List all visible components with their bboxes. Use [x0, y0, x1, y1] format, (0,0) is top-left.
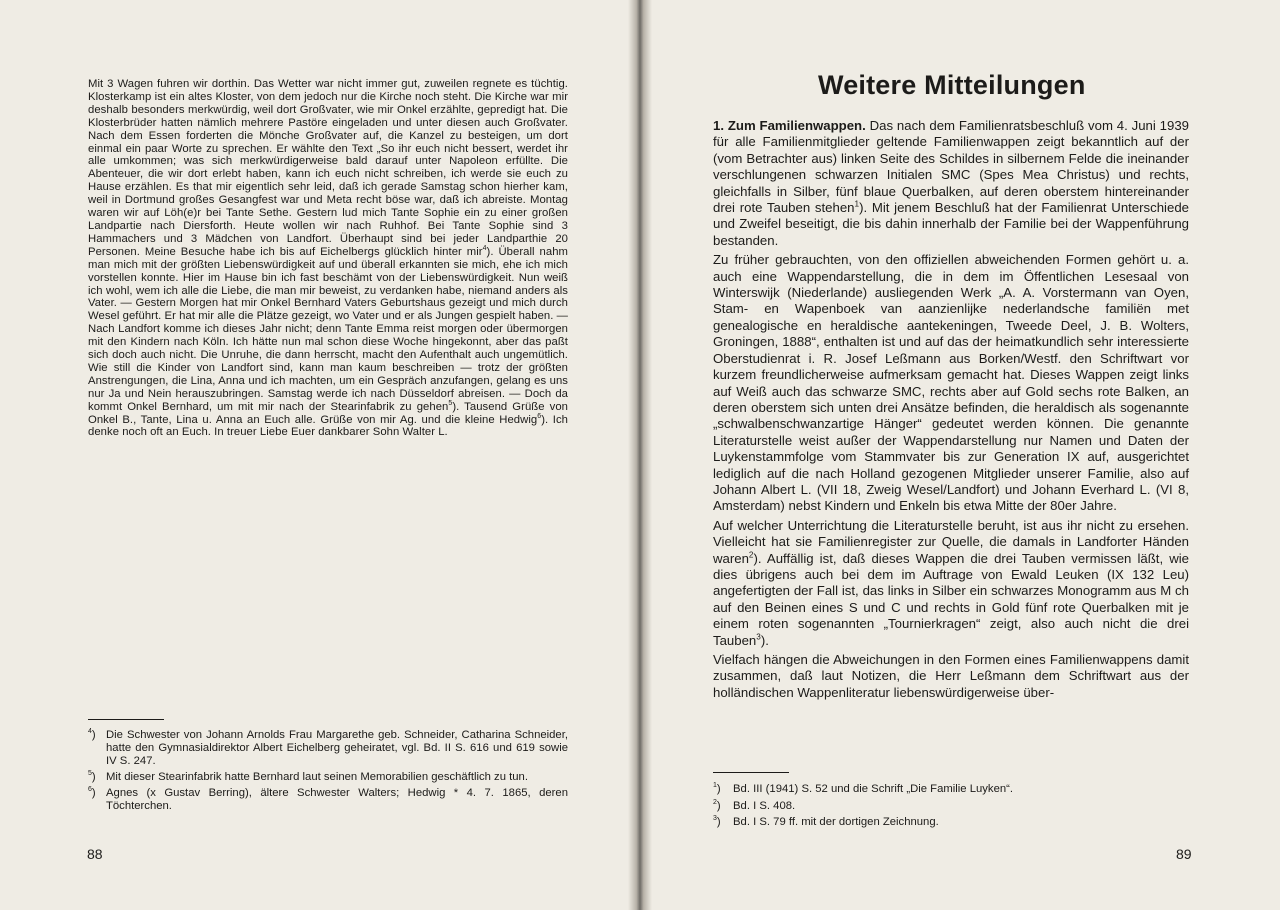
book-gutter [628, 0, 652, 910]
paragraph-4: Vielfach hängen die Abweichungen in den Formen eines Familienwappens damit zusammen, daß laut Notizen, die Herr Leßmann dem Schriftwart aus der holländischen Wappenliteratur liebenswürdigerweise über- [713, 652, 1189, 700]
footnote-number: $^6$) [88, 786, 96, 799]
footnote-number: $^1$) [713, 782, 721, 795]
letter-paragraph: Mit 3 Wagen fuhren wir dorthin. Das Wetter war nicht immer gut, zuweilen regnete es tüchtig. Klosterkamp ist ein altes Kloster, von dem jedoch nur die Kirche noch steht. Die Kirche war mir deshalb besonders merkwürdig, weil dort Großvater, wie mir Onkel erzählte, gepredigt hat. Die Klosterbrüder hatten nämlich mehrere Pastöre eingeladen und unter diesen auch Großvater. Nach dem Essen forderten die Mönche Großvater auf, die Kanzel zu besteigen, um dort einmal ein paar Worte zu sprechen. Er wählte den Text „So ihr euch nicht bessert, werdet ihr alle umkommen; was sich merkwürdigerweise bald darauf unter Napoleon erfüllte. Die Abenteuer, die wir dort erlebt haben, kann ich euch nicht schreiben, ich werde sie euch zu Hause erzählen. Es that mir eigentlich sehr leid, daß ich gerade Samstag schon hierher kam, weil in Dortmund großes Gesangfest war und Meta recht böse war, daß ich abreiste. Montag waren wir auf Löh(e)r bei Tante Sethe. Gestern lud mich Tante Sophie ein zu einer großen Landpartie nach Diersforth. Heute wollen wir nach Ruhhof. Bei Tante Sophie sind 3 Hammachers und 3 Mädchen von Landfort. Überhaupt sind bei jeder Landparthie 20 Personen. Meine Besuche habe ich bis auf Eichelbergs glücklich hinter mir$^4$). Überall nahm man mich mit der größten Liebenswürdigkeit auf und überall erkannten sie mich, ehe ich mich vorstellen konnte. Hier im Hause bin ich fast beschämt von der Liebenswürdigkeit. Nun weiß ich wohl, wem ich alle die Liebe, die man mir beweist, zu verdanken habe, niemand anders als Vater. — Gestern Morgen hat mir Onkel Bernhard Vaters Geburtshaus gezeigt und mich durch Wesel geführt. Er hat mir alle die Plätze gezeigt, wo Vater und er als Jungen gespielt haben. — Nach Landfort komme ich dieses Jahr nicht; denn Tante Emma reist morgen oder übermorgen mit den Kindern nach Köln. Ich hätte nun mal schon diese Woche hingekonnt, aber das paßt sich doch auch nicht. Die Unruhe, die dann herrscht, macht den Aufenthalt auch ungemütlich. Wie still die Kinder von Landfort sind, kann man kaum beschreiben — trotz der größten Anstrengungen, die Lina, Anna und ich machten, um ein Gespräch anzufangen, gelang es uns nur Ja und Nein herauszubringen. Samstag werde ich nach Düsseldorf abreisen. — Doch da kommt Onkel Bernhard, um mit mir nach der Stearinfabrik zu gehen$^5$). Tausend Grüße von Onkel B., Tante, Lina u. Anna an Euch alle. Grüße von mir Ag. und die kleine Hedwig$^6$). Ich denke noch oft an Euch. In treuer Liebe Euer dankbarer Sohn Walter L. [88, 78, 568, 439]
footnote-text: Bd. I S. 79 ff. mit der dortigen Zeichnung. [733, 816, 939, 828]
paragraph-2: Zu früher gebrauchten, von den offiziellen abweichenden Formen gehört u. a. auch eine Wappendarstellung, die in dem im Öffentlichen Lesesaal von Winterswijk (Niederlande) ausliegenden Werk „A. A. Vorstermann van Oyen, Stam- en Wapenboek van aanzienlijke nederlandsche familiën met genealogische en heraldische aantekeningen, Tweede Deel, J. B. Wolters, Groningen, 1888“, enthalten ist und auf das der heimatkundlich sehr interessierte Oberstudienrat i. R. Josef Leßmann aus Borken/Westf. den Schriftwart vor kurzem freundlicherweise aufmerksam gemacht hat. Dieses Wappen zeigt links auf Weiß auch das schwarze SMC, rechts aber auf Gold sechs rote Balken, an deren oberstem sich unten drei Ansätze befinden, die heraldisch als sogenannte „schwalbenschwanzartige Hänger“ gedeutet werden können. Die genannte Literaturstelle weist außer der Wappendarstellung nur Namen und Daten der Luykenstammfolge vom Stammvater bis zur Generation IX auf, ausgerichtet lediglich auf die nach Holland gezogenen Mitglieder unserer Familie, also auf Johann Albert L. (VII 18, Zweig Wesel/Landfort) und Johann Everhard L. (VI 8, Amsterdam) nebst Kindern und Enkeln bis etwa Mitte der 80er Jahre. [713, 252, 1189, 514]
footnote [713, 814, 1189, 831]
letter-text-part: . Überall nahm man mich mit der größten Liebenswürdigkeit auf und überall erkannten sie mich, ehe ich mich vorstellen konnte. Hier im Hause bin ich fast beschämt von der Liebenswürdigkeit. Nun weiß ich wohl, wem ich alle die Liebe, die man mir beweist, zu verdanken habe, niemand anders als Vater. — Gestern Morgen hat mir Onkel Bernhard Vaters Geburtshaus gezeigt und mich durch Wesel geführt. Er hat mir alle die Plätze gezeigt, wo Vater und er als Jungen gespielt haben. — Nach Landfort komme ich dieses Jahr nicht; denn Tante Emma reist morgen oder übermorgen mit den Kindern nach Köln. Ich hätte nun mal schon diese Woche hingekonnt, aber das paßt sich doch auch nicht. Die Unruhe, die dann herrscht, macht den Aufenthalt auch ungemütlich. Wie still die Kinder von Landfort sind, kann man kaum beschreiben — trotz der größten Anstrengungen, die Lina, Anna und ich machten, um ein Gespräch anzufangen, gelang es uns nur Ja und Nein herauszubringen. Samstag werde ich nach Düsseldorf abreisen. — Doch da kommt Onkel Bernhard, um mit mir nach der Stearinfabrik zu gehen [88, 245, 568, 413]
footnote-mark: 5 [448, 399, 453, 407]
footnote-mark: 3 [756, 632, 761, 642]
footnote-mark: 4 [482, 245, 487, 253]
page-number-left: 88 [87, 846, 103, 862]
footnote-number: $^5$) [88, 770, 96, 783]
footnotes-right [713, 781, 1189, 831]
footnote [88, 787, 568, 813]
paragraph-3: Auf welcher Unterrichtung die Literaturstelle beruht, ist aus ihr nicht zu ersehen. Vielleicht hat sie Familienregister zur Quelle, die damals in Landforter Händen waren$^2$). Auffällig ist, daß dieses Wappen die drei Tauben vermissen läßt, wie dies übrigens auch bei dem im Auftrage von Ewald Leuken (IX 132 Leu) angefertigten der Fall ist, das links in Silber ein schwarzes Monogramm aus M ch auf den Beinen eines S und C und rechts in Gold fünf rote Querbalken mit je einem roten sogenannten „Tournierkragen“ zeigt, also auch nicht die drei Tauben$^3$). [713, 517, 1189, 648]
section-heading: 1. Zum Familienwappen. [713, 118, 866, 133]
letter-text [88, 78, 568, 439]
footnote-text: Mit dieser Stearinfabrik hatte Bernhard laut seinen Memorabilien geschäftlich zu tun. [106, 771, 528, 783]
article-text [713, 118, 1189, 704]
page-number-right: 89 [1176, 846, 1192, 862]
paragraph-1: 1. Zum Familienwappen. Das nach dem Familienratsbeschluß vom 4. Juni 1939 für alle Familienmitglieder geltende Familienwappen zeigt bekanntlich auf der (vom Betrachter aus) linken Seite des Schildes in silbernem Felde die ineinander verschlungenen schwarzen Initialen SMC (Spes Mea Christus) und rechts, gleichfalls in Silber, fünf blaue Querbalken, auf deren oberstem hintereinander drei rote Tauben stehen$^1$). Mit jenem Beschluß hat der Familienrat Unterschiede und Zweifel beseitigt, die bis dahin innerhalb der Familie bei der Wappenführung bestanden. [713, 118, 1189, 248]
footnote [88, 729, 568, 768]
letter-text-part: Mit 3 Wagen fuhren wir dorthin. Das Wetter war nicht immer gut, zuweilen regnete es tüchtig. Klosterkamp ist ein altes Kloster, von dem jedoch nur die Kirche noch steht. Die Kirche war mir deshalb besonders merkwürdig, weil dort Großvater, wie mir Onkel erzählte, gepredigt hat. Die Klosterbrüder hatten nämlich mehrere Pastöre eingeladen und unter diesen auch Großvater. Nach dem Essen forderten die Mönche Großvater auf, die Kanzel zu besteigen, um dort einmal ein paar Worte zu sprechen. Er wählte den Text „So ihr euch nicht bessert, werdet ihr alle umkommen; was sich merkwürdigerweise bald darauf unter Napoleon erfüllte. Die Abenteuer, die wir dort erlebt haben, kann ich euch nicht schreiben, ich werde sie euch zu Hause erzählen. Es that mir eigentlich sehr leid, daß ich gerade Samstag schon hierher kam, weil in Dortmund großes Gesangfest war und Meta recht böse war, daß ich abreiste. Montag waren wir auf Löh(e)r bei Tante Sethe. Gestern lud mich Tante Sophie ein zu einer großen Landpartie nach Diersforth. Heute wollen wir nach Ruhhof. Bei Tante Sophie sind 3 Hammachers und 3 Mädchen von Landfort. Überhaupt sind bei jeder Landparthie 20 Personen. Meine Besuche habe ich bis auf Eichelbergs glücklich hinter mir [88, 78, 568, 258]
footnote-number: $^2$) [713, 798, 721, 812]
footnotes-left [88, 729, 568, 816]
footnote-mark: 1 [854, 199, 860, 209]
footnote-mark: 2 [748, 550, 754, 560]
footnote-text: Bd. I S. 408. [733, 799, 796, 812]
letter-text-part: . Tausend Grüße von Onkel B., Tante, Lina u. Anna an Euch alle. Grüße von mir Ag. und die kleine Hedwig [88, 400, 568, 426]
footnote [713, 798, 1189, 815]
footnote-separator [88, 719, 164, 720]
footnote [88, 771, 568, 784]
footnote-separator [713, 772, 789, 773]
footnote-text: Bd. III (1941) S. 52 und die Schrift „Die Familie Luyken“. [733, 783, 1014, 795]
letter-text-part: . Ich denke noch oft an Euch. In treuer Liebe Euer dankbarer Sohn Walter L. [88, 413, 568, 439]
footnote [713, 781, 1189, 798]
footnote-number: $^4$) [88, 728, 96, 741]
footnote-mark: 6 [537, 412, 542, 420]
footnote-number: $^3$) [713, 815, 721, 828]
left-page [0, 0, 636, 910]
page-title: Weitere Mitteilungen [818, 70, 1086, 100]
footnote-text: Die Schwester von Johann Arnolds Frau Margarethe geb. Schneider, Catharina Schneider, hatte den Gymnasialdirektor Albert Eichelberg geheiratet, vgl. Bd. II S. 616 und 619 sowie IV S. 247. [106, 729, 568, 767]
footnote-text: Agnes (x Gustav Berring), ältere Schwester Walters; Hedwig * 4. 7. 1865, deren Töchterchen. [106, 787, 568, 812]
